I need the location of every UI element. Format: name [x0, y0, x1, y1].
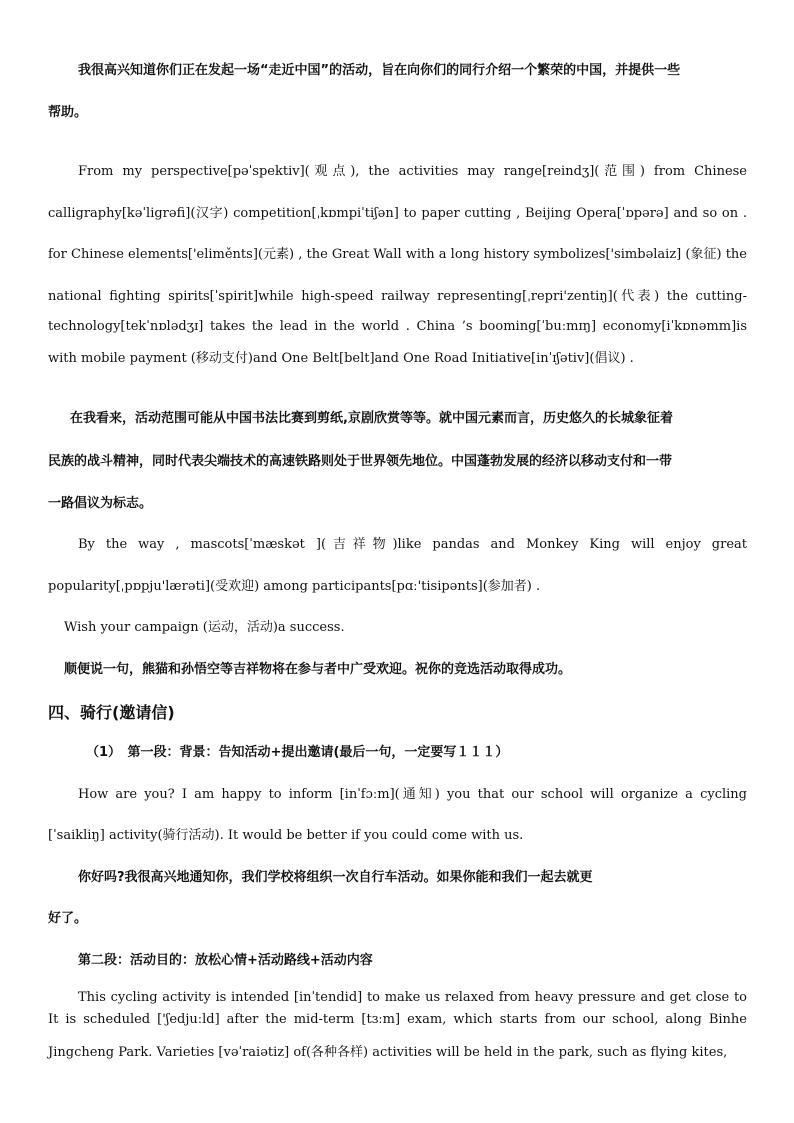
p2-line-2: calligraphy[kəˈligrəfi](汉字) competition[ˌkɒmpiˈtiʃən] to paper cutting , Beijing Opera[ˈɒpərə] and so on . — [48, 206, 747, 221]
p1-line-2: 帮助。 — [48, 105, 88, 120]
p5-line: Wish your campaign (运动，活动)a success. — [64, 620, 345, 635]
p9-line-3: Jingcheng Park. Varieties [vəˈraiətiz] of(各种各样) activities will be held in the park, such as flying kites, — [48, 1045, 728, 1060]
p9-line-1: This cycling activity is intended [inˈtendid] to make us relaxed from heavy pressure and get close to — [78, 990, 747, 1005]
p2-line-1: From my perspective[pəˈspektiv](观点), the activities may range[reindʒ](范围) from Chinese — [78, 164, 747, 179]
p2-line-6: with mobile payment (移动支付)and One Belt[belt]and One Road Initiative[inˈɪʃətiv](倡议) . — [48, 351, 634, 366]
p8-line-2: 好了。 — [48, 911, 88, 926]
p2-line-4: national fighting spirits[ˈspirit]while high-speed railway representing[ˌrepri'zentiŋ](代表) the cutting- — [48, 289, 747, 304]
p2-line-5: technology[tekˈnɒlədʒɪ] takes the lead in the world . China ’s booming[ˈbuːmɪŋ] economy[iˈkɒnəmm]is — [48, 319, 747, 334]
p4-line-1: By the way , mascots[ˈmæskət ](吉祥物)like pandas and Monkey King will enjoy great — [78, 537, 747, 552]
p6-line: 顺便说一句，熊猫和孙悟空等吉祥物将在参与者中广受欢迎。祝你的竞选活动取得成功。 — [64, 662, 572, 677]
p7-line-1: How are you? I am happy to inform [inˈfɔːm](通知) you that our school will organize a cycling — [78, 787, 747, 802]
p3-line-2: 民族的战斗精神，同时代表尖端技术的高速铁路则处于世界领先地位。中国蓬勃发展的经济以移动支付和一带 — [48, 454, 673, 469]
section-heading: 四、骑行(邀请信) — [48, 703, 175, 722]
p4-line-2: popularity[ˌpɒpju'lærəti](受欢迎) among participants[pɑː'tisipənts](参加者) . — [48, 579, 541, 594]
p2-line-3: for Chinese elements['eliměnts](元素) , the Great Wall with a long history symbolizes['simbəlaiz] (象征) the — [48, 247, 747, 262]
p9-line-2: It is scheduled ['ʃedjuːld] after the mid-term [tɜːm] exam, which starts from our school, along Binhe — [48, 1012, 747, 1027]
p8-line-1: 你好吗?我很高兴地通知你，我们学校将组织一次自行车活动。如果你能和我们一起去就更 — [78, 870, 593, 885]
p1-line-1: 我很高兴知道你们正在发起一场“走近中国”的活动，旨在向你们的同行介绍一个繁荣的中国，并提供一些 — [78, 63, 681, 78]
step-2-label: 第二段：活动目的：放松心情+活动路线+活动内容 — [78, 953, 373, 968]
p3-line-3: 一路倡议为标志。 — [48, 496, 153, 511]
p7-line-2: [ˈsaikliŋ] activity(骑行活动). It would be better if you could come with us. — [48, 828, 524, 843]
p3-line-1: 在我看来，活动范围可能从中国书法比赛到剪纸,京剧欣赏等等。就中国元素而言，历史悠久的长城象征着 — [70, 411, 673, 426]
step-1-label: （1） 第一段：背景：告知活动+提出邀请(最后一句，一定要写１１１） — [86, 745, 509, 760]
